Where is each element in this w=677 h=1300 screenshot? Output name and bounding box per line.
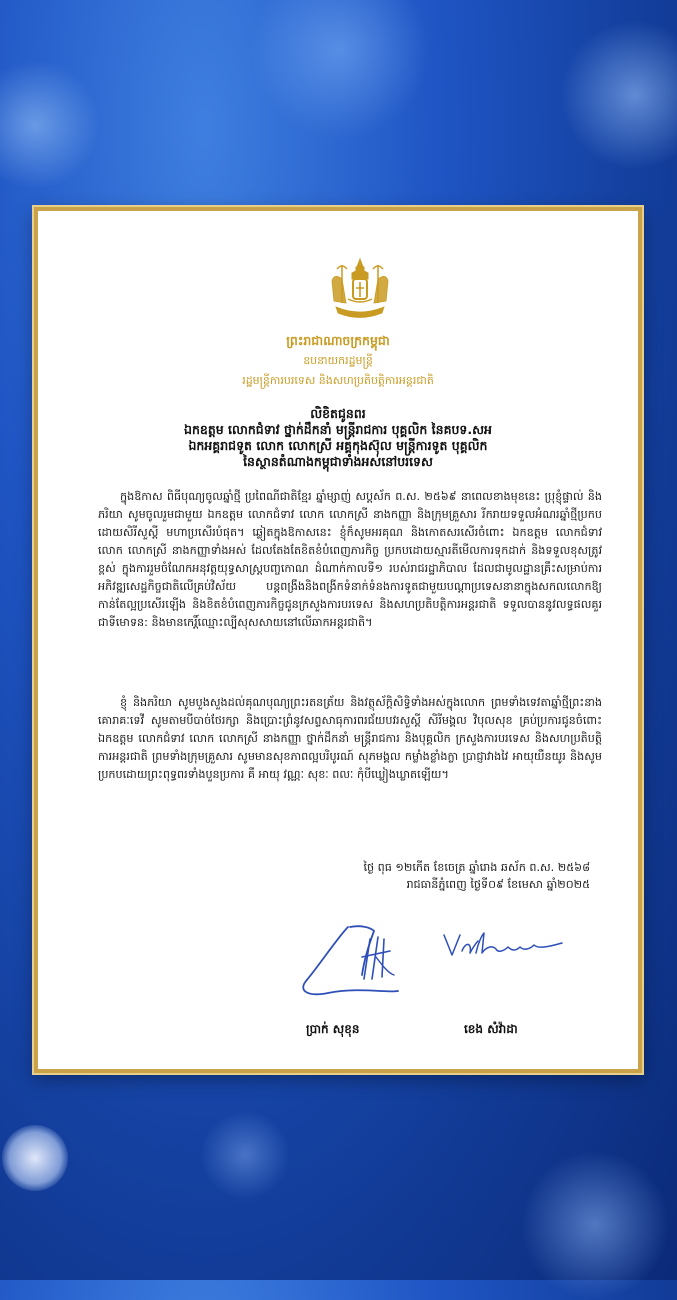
royal-coat-of-arms-icon: [322, 257, 398, 323]
title-line-4: នៃស្ថានតំណាងកម្ពុជាទាំងអស់នៅបរទេស: [243, 454, 433, 469]
signature-left-icon: [278, 917, 428, 1003]
ministry-header: រដ្ឋមន្ត្រីការបរទេស និងសហប្រតិបត្តិការអន្តរជាតិ: [242, 374, 434, 387]
office-header: ឧបនាយករដ្ឋមន្ត្រី: [303, 354, 373, 367]
title-line-3: ឯកអគ្គរាជទូត លោក លោកស្រី អគ្គកុងស៊ុល មន្ត្រីការទូត បុគ្គលិក: [188, 438, 488, 453]
body-paragraph-2: [98, 694, 602, 842]
solar-date: រាជធានីភ្នំពេញ ថ្ងៃទី០៩ ខែមេសា ឆ្នាំ២០២៥: [406, 878, 590, 891]
lunar-date: ថ្ងៃ ពុធ ១២កើត ខែចេត្រ ឆ្នាំរោង ឆស័ក ព.ស. ២៥៦៨: [363, 861, 590, 874]
body-paragraph-1: [98, 488, 602, 688]
title-line-1: លិខិតជូនពរ: [310, 406, 366, 421]
kingdom-header: ព្រះរាជាណាចក្រកម្ពុជា: [286, 333, 390, 348]
letter-title: [68, 406, 608, 470]
signer-left-name: ប្រាក់ សុខុន: [306, 1022, 360, 1036]
paragraph-2-text: ខ្ញុំ និងភរិយា សូមបួងសួងដល់គុណបុណ្យព្រះរតនត្រ័យ និងវត្ថុស័ក្តិសិទ្ធិទាំងអស់ក្នុងលោក ព្រមទាំងទេវតាឆ្នាំថ្មីព្រះនាងគោរាគៈទេវី សូមតាមបីបាច់ថែរក្សា និងប្រោះព្រំនូវសព្ទសាធុការពរជ័យបវរសួស្តី សិរីមង្គល វិបុលសុខ គ្រប់ប្រការជូនចំពោះ ឯកឧត្តម លោកជំទាវ លោក លោកស្រី នាងកញ្ញា ថ្នាក់ដឹកនាំ មន្ត្រីរាជការ និងបុគ្គលិក ក្រសួងការបរទេស និងសហប្រតិបត្តិការអន្តរជាតិ ព្រមទាំងក្រុមគ្រួសារ សូមមានសុខភាពល្អបរិបូរណ៍ សុភមង្គល កម្លាំងខ្លាំងក្លា ប្រាជ្ញាវាងវៃ អាយុយឺនយូរ និងសូមប្រកបដោយព្រះពុទ្ធពរទាំងបួនប្រការ គឺ អាយុ វណ្ណៈ សុខៈ ពលៈ កុំបីឃ្លៀងឃ្លាតឡើយ។: [98, 696, 602, 781]
paragraph-1-text: ក្នុងឱកាស ពិធីបុណ្យចូលឆ្នាំថ្មី ប្រពៃណីជាតិខ្មែរ ឆ្នាំម្សាញ់ សប្តស័ក ព.ស. ២៥៦៩ នាពេលខាងមុខនេះ ប្រុខ្ញុំផ្ទាល់ និងភរិយា សូមចូលរួមជាមួយ ឯកឧត្តម លោកជំទាវ លោក លោកស្រី នាងកញ្ញា និងក្រុមគ្រួសារ រីករាយទទួលអំណរឆ្នាំថ្មីប្រកបដោយសិរីសួស្តី មហាប្រសើរបំផុត។ ឆ្លៀតក្នុងឱកាសនេះ ខ្ញុំក៏សូមអរគុណ និងកោតសរសើរចំពោះ ឯកឧត្តម លោកជំទាវ លោក លោកស្រី នាងកញ្ញាទាំងអស់ ដែលតែងតែខិតខំបំពេញភារកិច្ច ប្រកបដោយស្មារតីមើលការទុកដាក់ និងទទួលខុសត្រូវខ្ពស់ ក្នុងការរួមចំណែកអនុវត្តយុទ្ធសាស្ត្របញ្ចកោណ ដំណាក់កាលទី១ របស់រាជរដ្ឋាភិបាល ដែលជាមូលដ្ឋានគ្រឹះសម្រាប់ការអភិវឌ្ឍសេដ្ឋកិច្ចជាតិលើគ្រប់វិស័យ បន្តពង្រឹងនិងពង្រីកទំនាក់ទំនងការទូតជាមួយបណ្តាប្រទេសនានាក្នុងសកលលោកឱ្យកាន់តែល្អប្រសើរឡើង និងខិតខំបំពេញភារកិច្ចជូនក្រសួងការបរទេស និងសហប្រតិបត្តិការអន្តរជាតិ ទទួលបាននូវលទ្ធផលគួរជាទីមោទន: និងមានកេរ្តិ៍ឈ្មោះល្បីសុសសាយនៅលើឆាកអន្តរជាតិ។: [98, 490, 602, 629]
signer-right-name: ខេង សំវ៉ាដា: [464, 1022, 518, 1036]
signature-right-icon: [438, 927, 568, 967]
date-block: [363, 859, 590, 893]
letter-card: [34, 207, 642, 1073]
title-line-2: ឯកឧត្តម លោកជំទាវ ថ្នាក់ដឹកនាំ មន្ត្រីរាជការ បុគ្គលិក នៃគបទ.សអ: [184, 422, 492, 437]
